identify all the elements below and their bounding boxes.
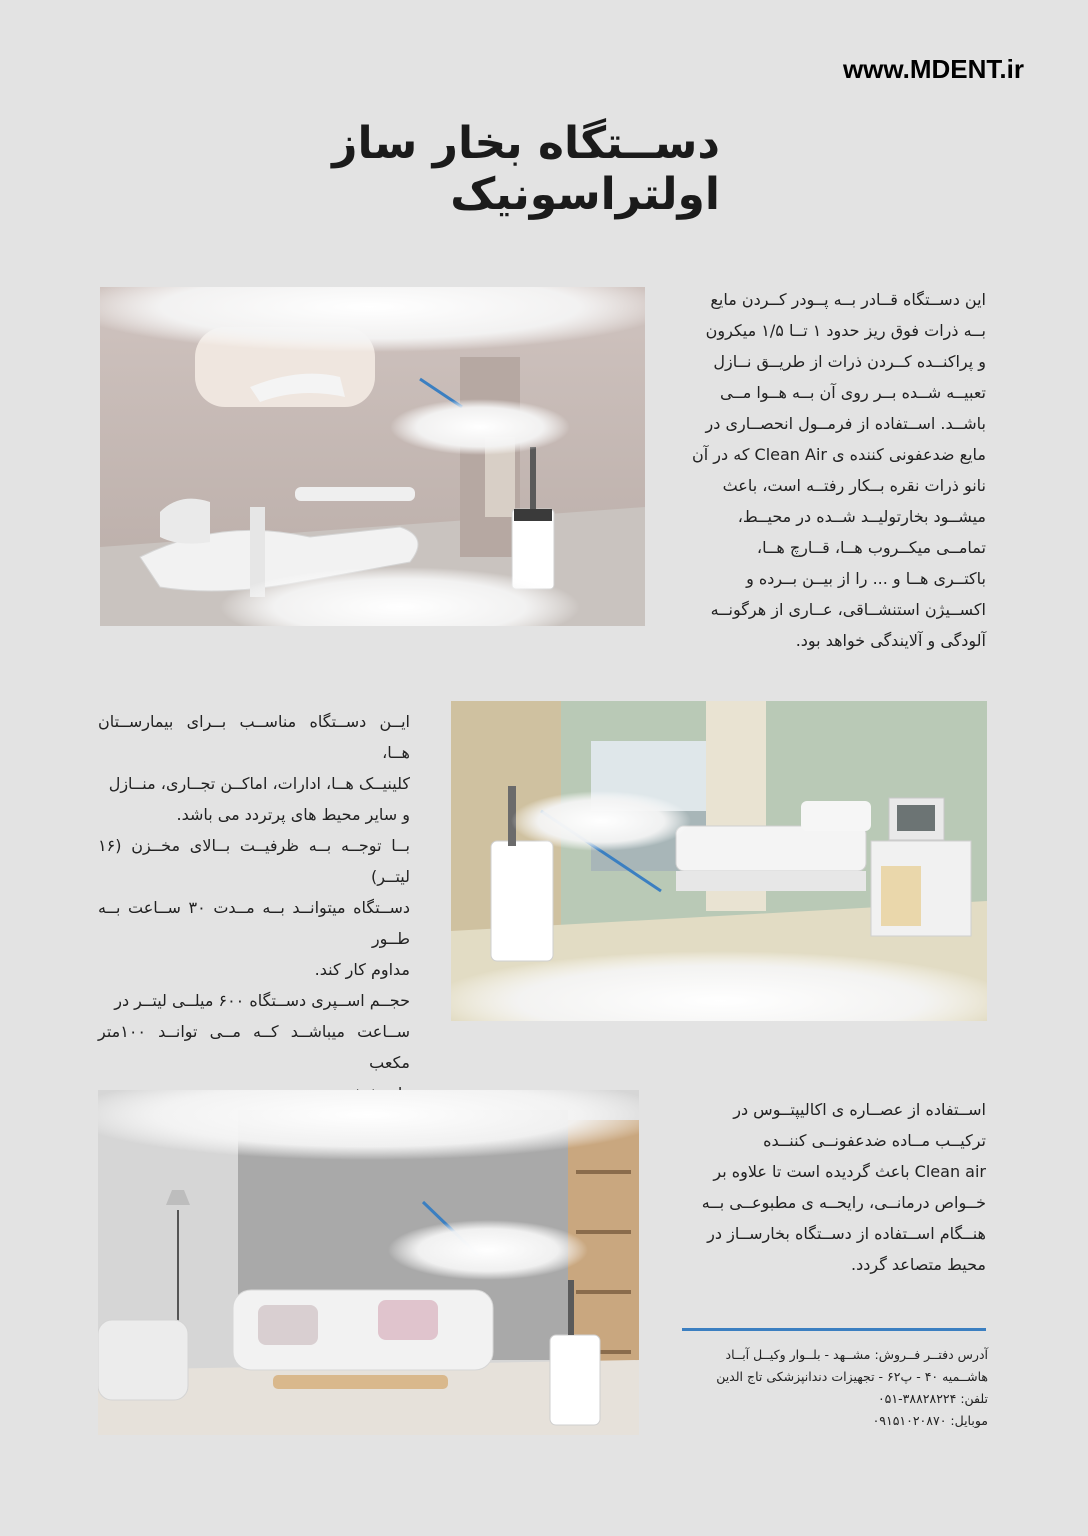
address-line: آدرس دفتــر فــروش: مشــهد - بلــوار وکیــل آبــاد [725, 1347, 988, 1362]
text-line: و پراکنــده کــردن ذرات از طریــق نــازل [713, 352, 986, 371]
website-url[interactable]: www.MDENT.ir [842, 54, 1024, 84]
text-line: ایــن دســتگاه مناســب بــرای بیمارســتان هــا، [98, 712, 410, 762]
dental-clinic-photo [100, 287, 645, 626]
text-line: نانو ذرات نقره بــکار رفتــه است، باعث [722, 476, 986, 495]
text-line: اکســیژن استنشــاقی، عــاری از هرگونــه [710, 600, 986, 619]
text-line: این دســتگاه قــادر بــه پــودر کــردن مایع [710, 290, 986, 309]
section-3-text [680, 1094, 986, 1280]
text-line: حجــم اســپری دســتگاه ۶۰۰ میلــی لیتــر در [114, 991, 410, 1010]
living-room-photo [98, 1090, 639, 1435]
mobile-line[interactable]: موبایل: ۰۹۱۵۱۰۲۰۸۷۰ [872, 1413, 988, 1428]
address-line: هاشــمیه ۴۰ - پ۶۲ - تجهیزات دندانپزشکی تاج الدین [716, 1369, 988, 1384]
text-line: اســتفاده از عصــاره ی اکالیپتــوس در [733, 1100, 986, 1119]
text-line: مایع ضدعفونی کننده ی Clean Air که در آن [692, 445, 986, 464]
contact-info [660, 1344, 988, 1432]
text-line: باکتــری هــا و ... را از بیــن بــرده و [746, 569, 986, 588]
text-line: تعبیــه شــده بــر روی آن بــه هــوا مــی [720, 383, 986, 402]
text-line: باشــد. اســتفاده از فرمــول انحصــاری در [705, 414, 986, 433]
page-title: دســتگاه بخار ساز اولتراسونیک [332, 118, 720, 220]
text-line: و سایر محیط های پرتردد می باشد. [176, 805, 410, 824]
text-line: ســاعت میباشــد کــه مــی توانــد ۱۰۰متر مکعب [98, 1022, 410, 1072]
text-line: مداوم کار کند. [314, 960, 410, 979]
contact-divider [682, 1328, 986, 1331]
text-line: خــواص درمانــی، رایحــه ی مطبوعــی بــه [701, 1193, 986, 1212]
text-line: ترکیــب مــاده ضدعفونــی کننــده [763, 1131, 986, 1150]
text-line: بــه ذرات فوق ریز حدود ۱ تــا ۱/۵ میکرون [705, 321, 986, 340]
text-line: Clean air باعث گردیده است تا علاوه بر [713, 1162, 986, 1181]
section-1-text [680, 284, 986, 656]
text-line: بــا توجــه بــه ظرفیــت بــالای مخــزن (۱۶ لیتــر) [98, 836, 410, 886]
text-line: محیط متصاعد گردد. [851, 1255, 986, 1274]
text-line: تمامــی میکــروب هــا، قــارچ هــا، [756, 538, 986, 557]
text-line: دســتگاه میتوانــد بــه مــدت ۳۰ ســاعت بــه طــور [98, 898, 410, 948]
hospital-room-photo [451, 701, 987, 1021]
text-line: هنــگام اســتفاده از دســتگاه بخارســاز در [707, 1224, 986, 1243]
section-2-text [98, 706, 410, 1109]
text-line: کلینیــک هــا، ادارات، اماکــن تجــاری، منــازل [108, 774, 410, 793]
text-line: میشــود بخارتولیــد شــده در محیــط، [737, 507, 986, 526]
text-line: آلودگی و آلایندگی خواهد بود. [795, 631, 986, 650]
phone-line[interactable]: تلفن: ۳۸۸۲۸۲۲۴-۰۵۱ [877, 1391, 988, 1406]
